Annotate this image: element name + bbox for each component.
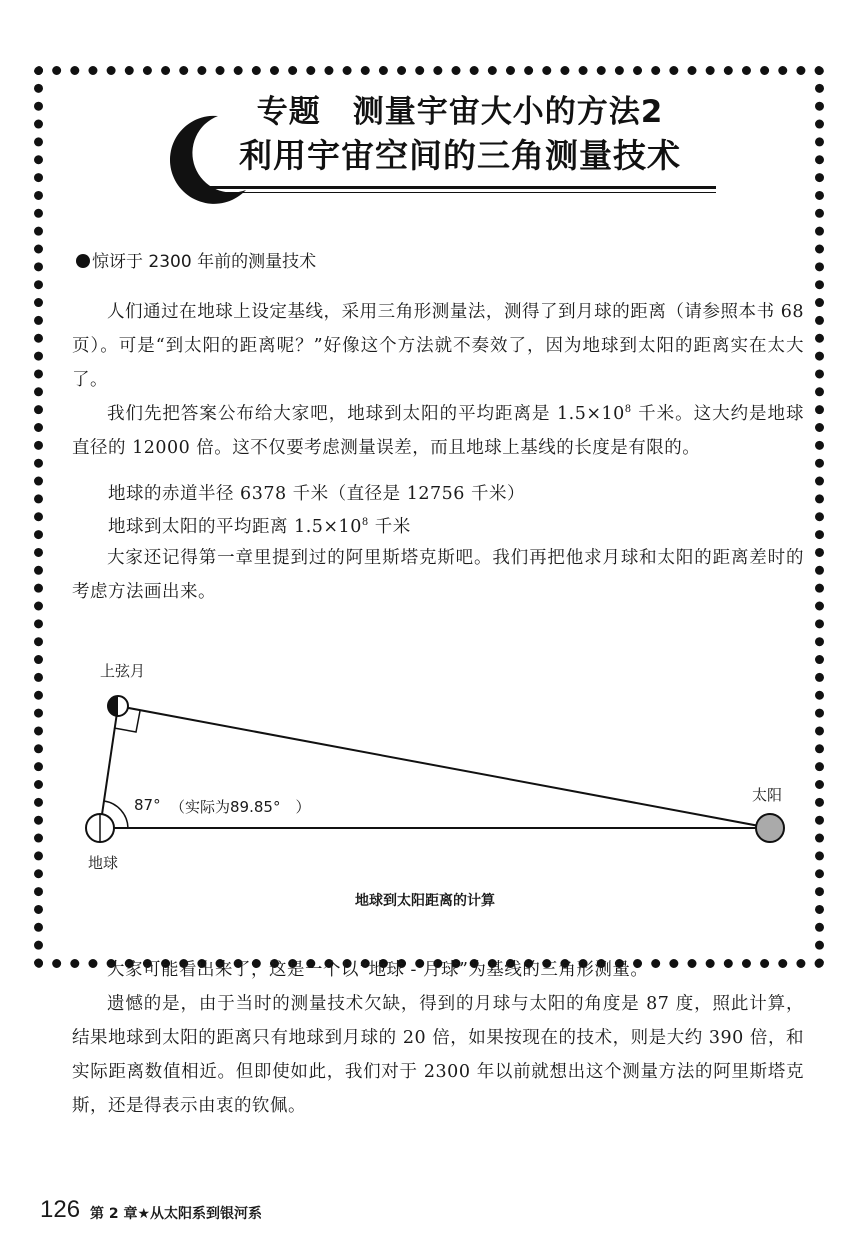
paragraph-5: 遗憾的是，由于当时的测量技术欠缺，得到的月球与太阳的角度是 87 度，照此计算，结果地球到太阳的距离只有地球到月球的 20 倍，如果按现在的技术，则是大约 390 倍，和实际距离数值相近。但即使如此，我们对于 2300 年以前就想出这个测量方法的阿里斯塔克斯，还是得表示由衷的钦佩。 — [72, 994, 804, 1116]
page-number: 126 — [40, 1196, 81, 1223]
diagram-svg — [70, 648, 810, 888]
paragraph-2 — [72, 397, 804, 465]
title-line-1: 专题 测量宇宙大小的方法2 — [256, 94, 664, 130]
equator-radius-line: 地球的赤道半径 6378 千米（直径是 12756 千米） — [108, 484, 525, 504]
moon-label: 上弦月 — [100, 662, 146, 680]
sun-label: 太阳 — [752, 786, 783, 804]
chapter-footer: 第 2 章★从太阳系到银河系 — [90, 1206, 263, 1222]
title-underline — [208, 186, 716, 189]
diagram-caption: 地球到太阳距离的计算 — [355, 893, 495, 909]
moon-dark-half — [108, 696, 118, 716]
title-line-2: 利用宇宙空间的三角测量技术 — [239, 136, 681, 175]
angle-label: 87° — [134, 796, 161, 814]
paragraph-2-exponent: 8 — [624, 404, 632, 415]
earth-moon-line — [100, 706, 118, 828]
bullet-dot-icon — [76, 254, 90, 268]
sun-distance-line — [108, 513, 411, 538]
paragraph-2-b: 千米。这大约是地球直径的 12000 倍。这不仅要考虑测量误差，而且地球上基线的长度是有限的。 — [72, 404, 805, 458]
paragraph-4: 大家可能看出来了，这是一个以“地球 - 月球”为基线的三角形测量。 — [107, 960, 649, 980]
triangulation-diagram — [70, 648, 810, 888]
section-heading-text: 惊讶于 2300 年前的测量技术 — [92, 252, 317, 272]
sun-distance-exponent: 8 — [361, 517, 369, 528]
section-heading — [76, 247, 316, 272]
sun-circle — [756, 814, 784, 842]
paragraph-3: 大家还记得第一章里提到过的阿里斯塔克斯吧。我们再把他求月球和太阳的距离差时的考虑方法画出来。 — [72, 548, 804, 602]
paragraph-1: 人们通过在地球上设定基线，采用三角形测量法，测得了到月球的距离（请参照本书 68 页）。可是“到太阳的距离呢？”好像这个方法就不奏效了，因为地球到太阳的距离实在太大了。 — [72, 302, 804, 390]
sun-distance-b: 千米 — [368, 517, 411, 537]
actual-angle-label: （实际为89.85° ） — [170, 798, 311, 816]
earth-label: 地球 — [88, 854, 119, 872]
title-underline-thin — [208, 192, 716, 193]
sun-distance-a: 地球到太阳的平均距离 1.5×10 — [108, 517, 362, 537]
paragraph-2-a: 我们先把答案公布给大家吧，地球到太阳的平均距离是 1.5×10 — [107, 404, 625, 424]
